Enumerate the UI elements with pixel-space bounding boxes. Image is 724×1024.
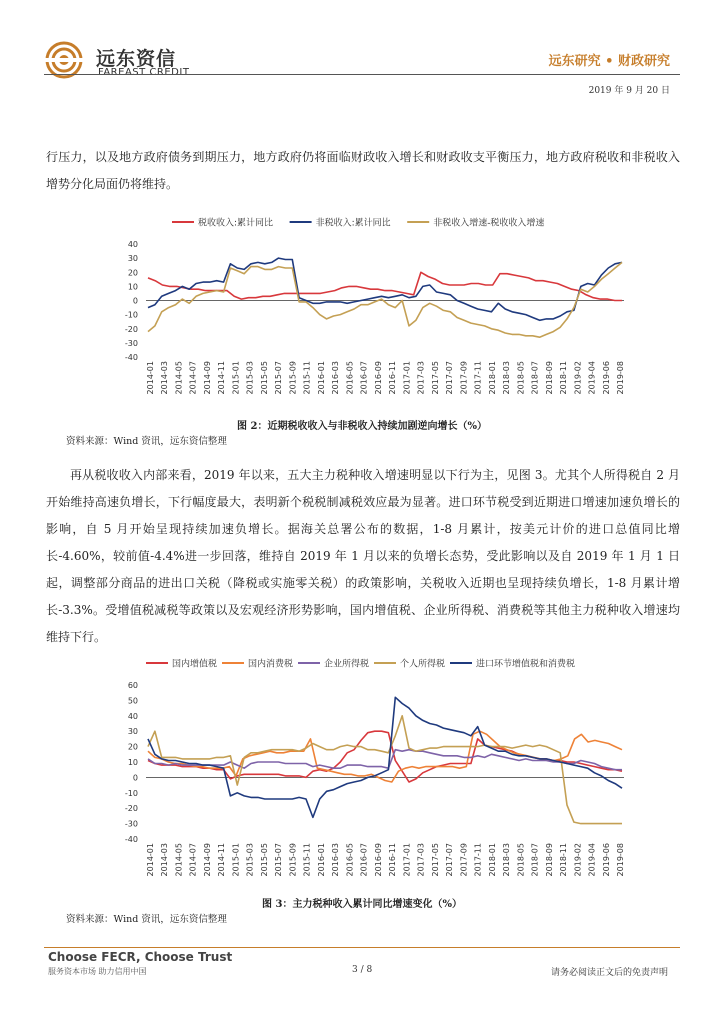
x-tick-label: 2017-03 — [416, 843, 426, 877]
figure-3-caption: 图 3：主力税种收入累计同比增速变化（%） — [262, 899, 462, 910]
x-tick-label: 2016-05 — [345, 361, 355, 395]
x-tick-label: 2017-01 — [402, 361, 412, 395]
x-tick-label: 2016-09 — [373, 361, 383, 395]
footer-disclaimer: 请务必阅读正文后的免责声明 — [550, 968, 668, 978]
figure-3-chart — [110, 650, 640, 885]
x-tick-label: 2019-06 — [601, 843, 611, 877]
y-tick-label: 10 — [127, 282, 138, 292]
x-tick-label: 2018-03 — [502, 361, 512, 395]
x-tick-label: 2016-07 — [359, 843, 369, 877]
x-tick-label: 2019-08 — [616, 361, 625, 395]
paragraph-2-text: 再从税收收入内部来看，2019 年以来，五大主力税种收入增速明显以下行为主，见图 3。尤其个人所得税自 2 月开始维持高速负增长，下行幅度最大，表明新个税税制减税效应最为显著。进口环节税受到近期进口增速加速负增长的影响，自 5 月开始呈现持续加速负增长。据海关总署公布的数据，1-8 月累计，按美元计价的进口总值同比增长-4.60%，较前值-4.4%进一步回落，维持自 2019 年 1 月以来的负增长态势，受此影响以及自 2019 年 1 月 1 日起，调整部分商品的进出口关税（降税或实施零关税）的政策影响，关税收入近期也呈现持续负增长，1-8 月累计增长-3.3%。受增值税减税等政策以及宏观经济形势影响，国内增值税、企业所得税、消费税等其他主力税种收入增速均维持下行。 — [46, 468, 680, 644]
x-tick-label: 2015-09 — [288, 361, 298, 395]
logo-text-cn: 远东资信 — [96, 48, 177, 70]
footer-subslogan: 服务资本市场 助力信用中国 — [48, 967, 147, 976]
series-line-2 — [148, 258, 622, 320]
y-tick-label: 30 — [127, 727, 138, 737]
series-line-2 — [148, 731, 622, 782]
x-tick-label: 2017-11 — [473, 361, 483, 395]
x-tick-label: 2019-04 — [587, 361, 597, 395]
x-tick-label: 2017-07 — [445, 843, 455, 877]
footer-divider — [44, 947, 680, 948]
series-line-3 — [148, 262, 622, 337]
legend-label-1: 税收收入:累计同比 — [198, 218, 274, 229]
paragraph-1-text: 行压力，以及地方政府债务到期压力，地方政府仍将面临财政收入增长和财政收支平衡压力，地方政府税收和非税收入增势分化局面仍将维持。 — [46, 150, 680, 191]
y-tick-label: 40 — [127, 711, 138, 721]
x-tick-label: 2014-01 — [146, 361, 155, 395]
x-tick-label: 2017-09 — [459, 843, 469, 877]
x-tick-label: 2018-09 — [544, 843, 554, 877]
x-tick-label: 2015-03 — [245, 843, 255, 877]
y-tick-label: 20 — [127, 742, 138, 752]
x-tick-label: 2018-11 — [559, 843, 569, 877]
x-tick-label: 2016-07 — [359, 361, 369, 395]
y-tick-label: 50 — [127, 696, 138, 706]
x-tick-label: 2015-05 — [259, 361, 269, 395]
y-tick-label: 30 — [127, 254, 138, 264]
x-tick-label: 2015-07 — [274, 843, 284, 877]
x-tick-label: 2018-07 — [530, 843, 540, 877]
figure-3-source: 资料来源：Wind 资讯，远东资信整理 — [66, 914, 227, 925]
x-tick-label: 2019-04 — [587, 843, 597, 877]
x-tick-label: 2018-09 — [544, 361, 554, 395]
x-tick-label: 2016-11 — [388, 843, 398, 877]
x-tick-label: 2015-01 — [231, 361, 241, 395]
x-tick-label: 2016-09 — [373, 843, 383, 877]
x-tick-label: 2014-05 — [174, 361, 184, 395]
y-tick-label: -40 — [124, 353, 138, 362]
x-tick-label: 2018-11 — [559, 361, 569, 395]
figure-2-chart — [110, 210, 640, 405]
legend-label-5: 进口环节增值税和消费税 — [476, 659, 576, 670]
logo-text-en: FAREAST CREDIT — [98, 67, 190, 78]
y-tick-label: -10 — [124, 788, 138, 798]
x-tick-label: 2018-07 — [530, 361, 540, 395]
y-tick-label: 60 — [127, 681, 138, 690]
figure-2-caption: 图 2：近期税收收入与非税收入持续加剧逆向增长（%） — [237, 421, 487, 432]
y-tick-label: -10 — [124, 310, 138, 320]
section-title: 远东研究 • 财政研究 — [548, 54, 670, 69]
y-tick-label: -40 — [124, 835, 138, 844]
x-tick-label: 2017-11 — [473, 843, 483, 877]
x-tick-label: 2017-09 — [459, 361, 469, 395]
legend-label-3: 企业所得税 — [324, 659, 370, 670]
x-tick-label: 2014-09 — [202, 843, 212, 877]
x-tick-label: 2014-07 — [188, 361, 198, 395]
y-tick-label: -20 — [124, 804, 138, 814]
y-tick-label: -20 — [124, 324, 138, 334]
x-tick-label: 2015-05 — [259, 843, 269, 877]
x-tick-label: 2014-11 — [217, 361, 227, 395]
x-tick-label: 2019-02 — [573, 361, 583, 395]
x-tick-label: 2015-09 — [288, 843, 298, 877]
x-tick-label: 2017-05 — [430, 361, 440, 395]
x-tick-label: 2014-01 — [146, 843, 155, 877]
x-tick-label: 2016-03 — [331, 843, 341, 877]
series-line-1 — [148, 731, 622, 782]
x-tick-label: 2015-11 — [302, 361, 312, 395]
x-tick-label: 2016-03 — [331, 361, 341, 395]
x-tick-label: 2016-01 — [316, 361, 326, 395]
x-tick-label: 2014-11 — [217, 843, 227, 877]
x-tick-label: 2016-05 — [345, 843, 355, 877]
x-tick-label: 2016-01 — [316, 843, 326, 877]
paragraph-2 — [46, 462, 680, 651]
figure-2-source: 资料来源：Wind 资讯，远东资信整理 — [66, 436, 227, 447]
legend-label-2: 非税收入:累计同比 — [315, 218, 391, 229]
y-tick-label: 20 — [127, 268, 138, 278]
legend-label-4: 个人所得税 — [400, 659, 446, 670]
x-tick-label: 2014-07 — [188, 843, 198, 877]
x-tick-label: 2015-01 — [231, 843, 241, 877]
paragraph-1 — [46, 144, 680, 198]
y-tick-label: 40 — [127, 240, 138, 249]
y-tick-label: -30 — [124, 338, 138, 348]
x-tick-label: 2017-07 — [445, 361, 455, 395]
x-tick-label: 2018-03 — [502, 843, 512, 877]
y-tick-label: 0 — [132, 773, 138, 783]
y-tick-label: 10 — [127, 758, 138, 767]
x-tick-label: 2015-03 — [245, 361, 255, 395]
legend-label-1: 国内增值税 — [172, 659, 218, 670]
x-tick-label: 2014-09 — [202, 361, 212, 395]
header-divider — [44, 74, 680, 75]
y-tick-label: 0 — [132, 296, 138, 306]
x-tick-label: 2014-03 — [160, 843, 170, 877]
x-tick-label: 2019-08 — [616, 843, 625, 877]
x-tick-label: 2015-07 — [274, 361, 284, 395]
x-tick-label: 2016-11 — [388, 361, 398, 395]
footer-slogan: Choose FECR, Choose Trust — [48, 950, 233, 964]
x-tick-label: 2014-03 — [160, 361, 170, 395]
legend-label-2: 国内消费税 — [248, 659, 294, 670]
x-tick-label: 2017-01 — [402, 843, 412, 877]
x-tick-label: 2015-11 — [302, 843, 312, 877]
x-tick-label: 2014-05 — [174, 843, 184, 877]
x-tick-label: 2018-05 — [516, 843, 526, 877]
x-tick-label: 2019-02 — [573, 843, 583, 877]
y-tick-label: -30 — [124, 819, 138, 829]
x-tick-label: 2018-05 — [516, 361, 526, 395]
x-tick-label: 2018-01 — [487, 361, 497, 395]
report-date: 2019 年 9 月 20 日 — [588, 86, 670, 96]
x-tick-label: 2017-05 — [430, 843, 440, 877]
x-tick-label: 2018-01 — [487, 843, 497, 877]
x-tick-label: 2019-06 — [601, 361, 611, 395]
page-number: 3 / 8 — [352, 965, 373, 975]
x-tick-label: 2017-03 — [416, 361, 426, 395]
legend-label-3: 非税收入增速-税收收入增速 — [433, 218, 545, 229]
